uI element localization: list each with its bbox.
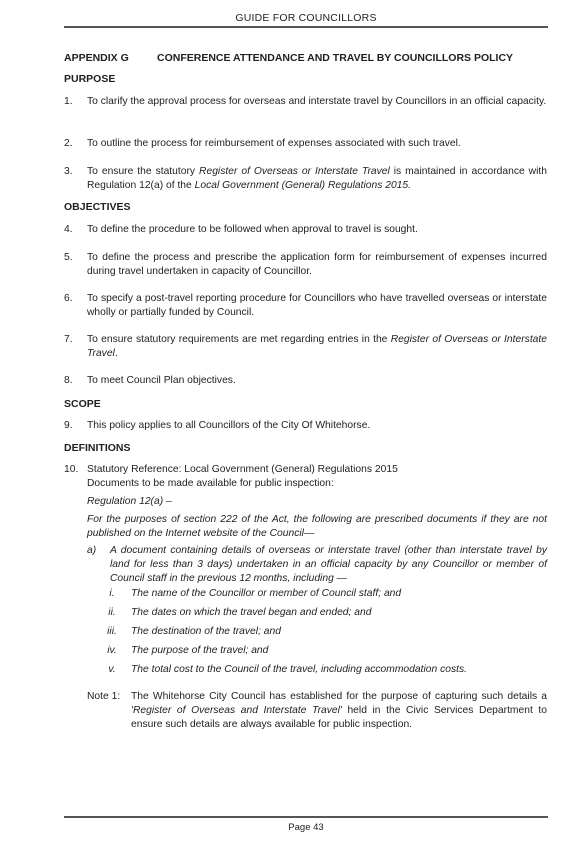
item-number: 10. — [64, 464, 79, 475]
item-number: 6. — [64, 293, 73, 304]
footer-rule — [64, 816, 548, 818]
item-text: To define the process and prescribe the application form for reimbursement of expenses incurred during travel undertaken in capacity of Councillor. — [87, 252, 547, 277]
appendix-label: APPENDIX G — [64, 52, 129, 64]
item-text: To ensure the statutory Register of Overseas or Interstate Travel is maintained in accordance with Regulation 12(a) of the Local Government (General) Regulations 2015. — [87, 166, 547, 191]
subclause-number: v. — [108, 664, 116, 675]
item-number: 2. — [64, 138, 73, 149]
item-text: To clarify the approval process for overseas and interstate travel by Councillors in an official capacity. — [87, 96, 547, 107]
item-number: 4. — [64, 224, 73, 235]
statutory-reference: Statutory Reference: Local Government (General) Regulations 2015 — [87, 464, 398, 475]
item-text: To specify a post-travel reporting procedure for Councillors who have travelled overseas or interstate wholly or partially funded by Council. — [87, 293, 547, 318]
subclause-number: iv. — [107, 645, 117, 656]
documents-line: Documents to be made available for public inspection: — [87, 478, 334, 489]
regulation-heading: Regulation 12(a) – — [87, 496, 172, 507]
item-number: 1. — [64, 96, 73, 107]
section-heading-purpose: PURPOSE — [64, 73, 116, 85]
note-text: The Whitehorse City Council has established for the purpose of capturing such details a 'Register of Overseas and Interstate Travel' held in the Civic Services Department to ensure such details are always available for public inspection. — [131, 691, 547, 730]
section-heading-scope: SCOPE — [64, 398, 101, 410]
subclause-number: iii. — [107, 626, 117, 637]
regulation-intro: For the purposes of section 222 of the Act, the following are prescribed documents if they are not published on the Internet website of the Council— — [87, 514, 547, 539]
subclause-text: The purpose of the travel; and — [131, 645, 269, 656]
section-heading-definitions: DEFINITIONS — [64, 442, 131, 454]
subclause-text: The dates on which the travel began and ended; and — [131, 607, 372, 618]
header-rule — [64, 26, 548, 28]
item-text: To meet Council Plan objectives. — [87, 375, 236, 386]
section-heading-objectives: OBJECTIVES — [64, 201, 131, 213]
subclause-number: ii. — [108, 607, 116, 618]
item-text: To ensure statutory requirements are met regarding entries in the Register of Overseas or Interstate Travel. — [87, 334, 547, 359]
item-text: To define the procedure to be followed when approval to travel is sought. — [87, 224, 418, 235]
subclause-text: The name of the Councillor or member of Council staff; and — [131, 588, 402, 599]
clause-text: A document containing details of overseas or interstate travel (other than interstate travel by land for less than 3 days) undertaken in an official capacity by any Councillor or member of Council staff in the previous 12 months, including — — [110, 545, 547, 584]
item-number: 8. — [64, 375, 73, 386]
item-text: This policy applies to all Councillors of the City Of Whitehorse. — [87, 420, 371, 431]
note-label: Note 1: — [87, 691, 121, 702]
subclause-number: i. — [109, 588, 115, 599]
subclause-text: The destination of the travel; and — [131, 626, 281, 637]
clause-label: a) — [87, 545, 97, 556]
appendix-title: CONFERENCE ATTENDANCE AND TRAVEL BY COUNCILLORS POLICY — [157, 52, 514, 64]
item-number: 7. — [64, 334, 73, 345]
item-text: To outline the process for reimbursement of expenses associated with such travel. — [87, 138, 461, 149]
page-number: Page 43 — [288, 822, 324, 833]
item-number: 5. — [64, 252, 73, 263]
item-number: 9. — [64, 420, 73, 431]
subclause-text: The total cost to the Council of the travel, including accommodation costs. — [131, 664, 467, 675]
running-header: GUIDE FOR COUNCILLORS — [235, 12, 377, 24]
item-number: 3. — [64, 166, 73, 177]
